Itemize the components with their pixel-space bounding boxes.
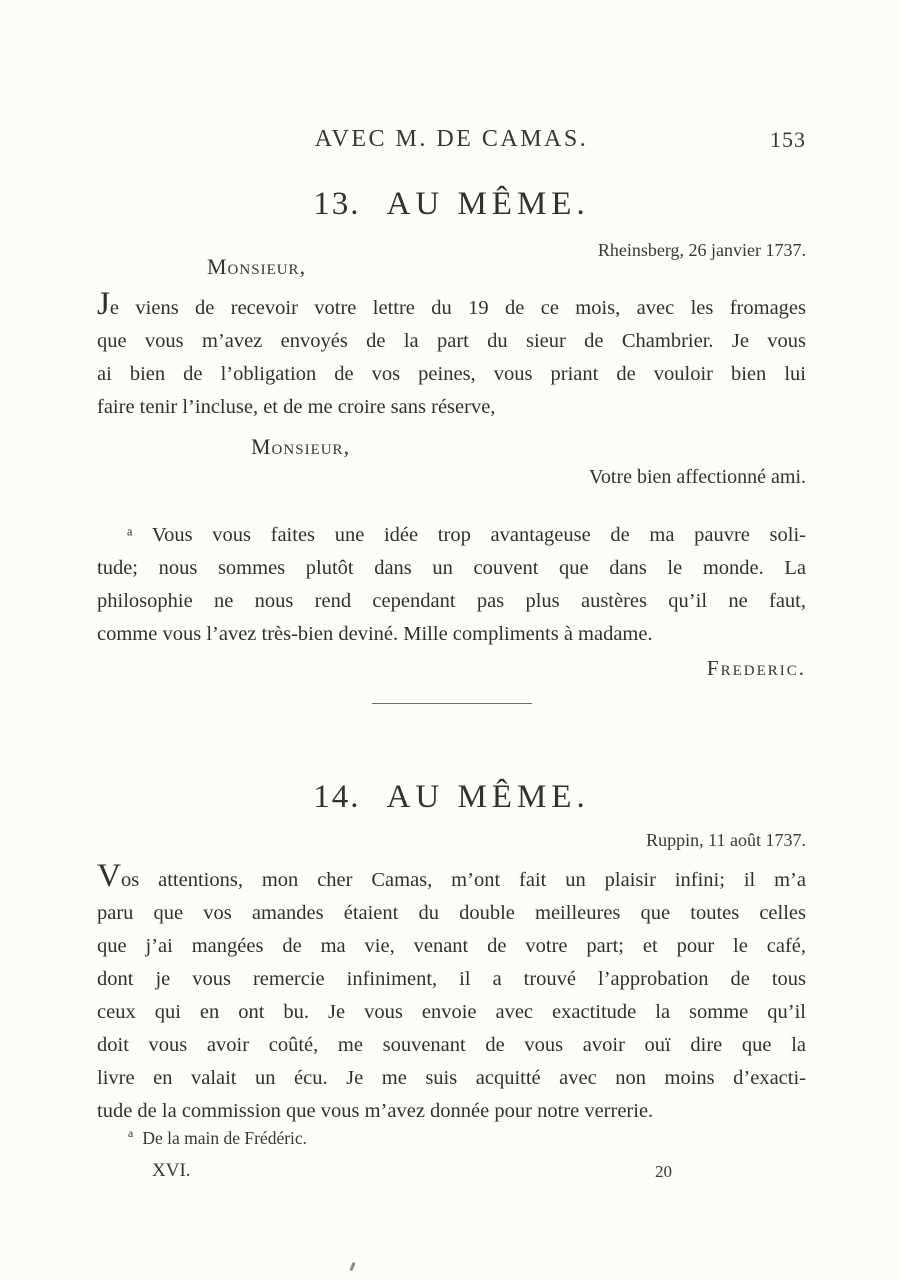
text-line: philosophie ne nous rend cependant pas plus austères qu’il ne faut,	[97, 590, 806, 612]
signature-mark: 20	[655, 1162, 672, 1181]
text-line: tude; nous sommes plutôt dans un couvent que dans le monde. La	[97, 557, 806, 579]
footnote	[128, 1126, 307, 1149]
text-line: Vos attentions, mon cher Camas, m’ont fait un plaisir infini; il m’a	[97, 857, 806, 894]
letter-13-closing-salutation: Monsieur,	[251, 434, 351, 459]
text-line: que j’ai mangées de ma vie, venant de votre part; et pour le café,	[97, 935, 806, 957]
text-line: que vous m’avez envoyés de la part du sieur de Chambrier. Je vous	[97, 330, 806, 352]
page-number: 153	[770, 127, 806, 152]
letter-14-title: AU MÊME.	[386, 779, 590, 815]
text-line: ai bien de l’obligation de vos peines, vous priant de vouloir bien lui	[97, 363, 806, 385]
letter-14-heading	[97, 779, 806, 816]
footnote-text: De la main de Frédéric.	[142, 1127, 308, 1148]
letter-13-heading	[97, 186, 806, 223]
letter-13-dateline: Rheinsberg, 26 janvier 1737.	[597, 240, 806, 260]
letter-13-valediction: Votre bien affectionné ami.	[589, 466, 806, 488]
running-head	[97, 126, 806, 158]
text-line: tude de la commission que vous m’avez donnée pour notre verrerie.	[97, 1100, 654, 1122]
scan-artifact	[349, 1262, 355, 1271]
letter-13-number: 13.	[313, 186, 361, 222]
letter-14-number: 14.	[313, 779, 361, 815]
letter-13-signature: Frederic.	[706, 656, 806, 680]
letter-13-annotation	[97, 519, 806, 651]
text-line: comme vous l’avez très-bien deviné. Mille compliments à madame.	[97, 623, 653, 645]
text-line: livre en valait un écu. Je me suis acquitté avec non moins d’exacti-	[97, 1067, 806, 1089]
text-line: paru que vos amandes étaient du double meilleures que toutes celles	[97, 902, 806, 924]
text-line: Je viens de recevoir votre lettre du 19 de ce mois, avec les fromages	[97, 285, 806, 322]
text-line: dont je vous remercie infiniment, il a trouvé l’approbation de tous	[97, 968, 806, 990]
running-head-title: AVEC M. DE CAMAS.	[314, 126, 589, 152]
letter-14-dateline: Ruppin, 11 août 1737.	[646, 830, 806, 850]
letter-13-salutation: Monsieur,	[207, 254, 307, 279]
text-line: faire tenir l’incluse, et de me croire sans réserve,	[97, 396, 496, 418]
letter-13-body	[97, 285, 806, 424]
volume-number: XVI.	[152, 1160, 191, 1181]
letter-13-title: AU MÊME.	[386, 186, 590, 222]
text-line: ceux qui en ont bu. Je vous envoie avec exactitude la somme qu’il	[97, 1001, 806, 1023]
letter-14-body	[97, 857, 806, 1128]
footnote-marker: a	[128, 1126, 134, 1140]
section-divider-rule	[372, 703, 532, 704]
text-line: doit vous avoir coûté, me souvenant de vous avoir ouï dire que la	[97, 1034, 806, 1056]
text-line: ᵃ Vous vous faites une idée trop avantageuse de ma pauvre soli-	[127, 524, 806, 546]
